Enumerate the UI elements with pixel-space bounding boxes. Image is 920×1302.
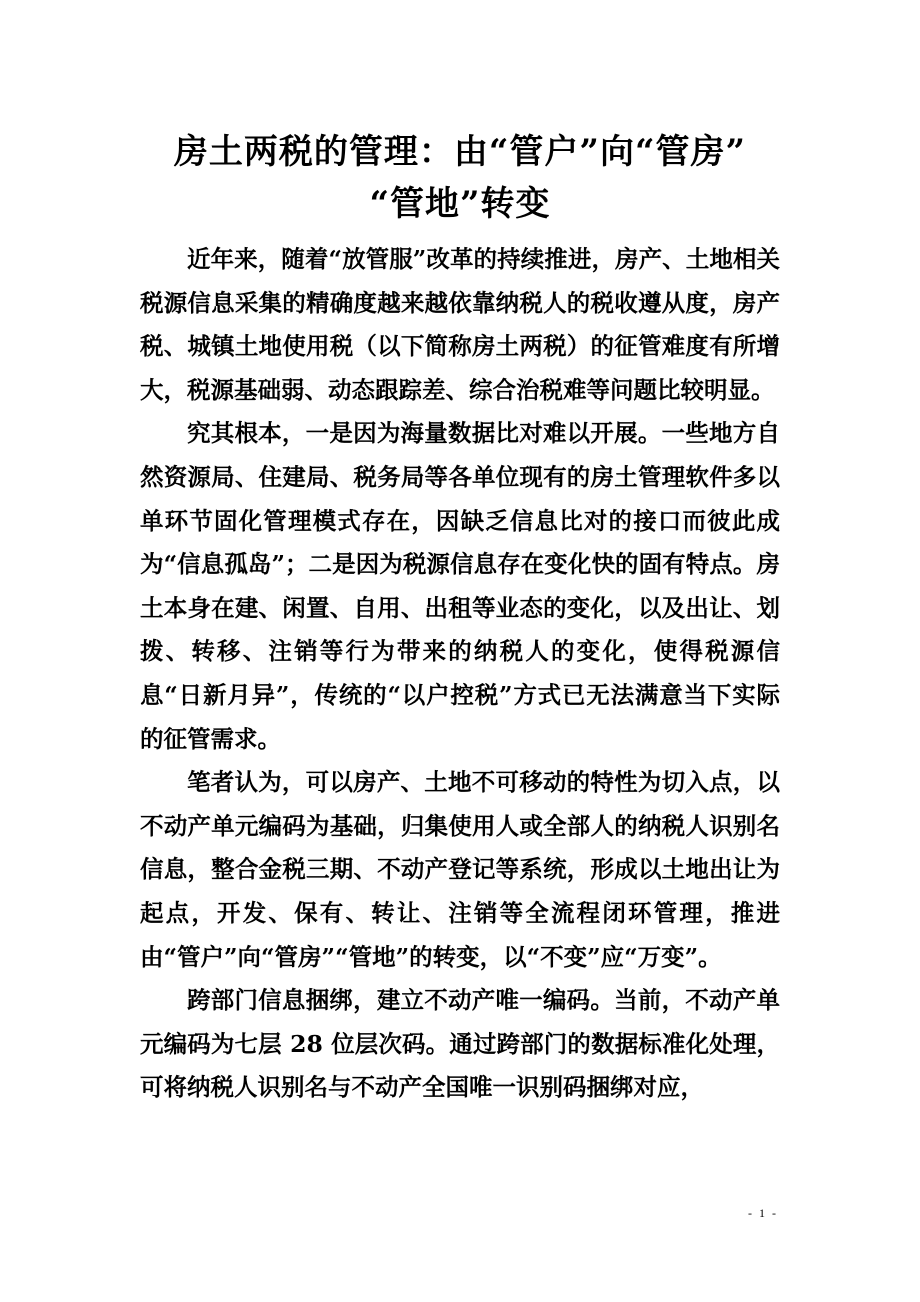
title-line-2: “管地”转变 [369, 184, 551, 224]
paragraph-1: 近年来，随着“放管服”改革的持续推进，房产、土地相关税源信息采集的精确度越来越依靠纳税人的税收遵从度，房产税、城镇土地使用税（以下简称房土两税）的征管难度有所增大，税源基础弱、动态跟踪差、综合治税难等问题比较明显。 [140, 245, 780, 404]
paragraph-2: 究其根本，一是因为海量数据比对难以开展。一些地方自然资源局、住建局、税务局等各单位现有的房土管理软件多以单环节固化管理模式存在，因缺乏信息比对的接口而彼此成为“信息孤岛”；二是因为税源信息存在变化快的固有特点。房土本身在建、闲置、自用、出租等业态的变化，以及出让、划拨、转移、注销等行为带来的纳税人的变化，使得税源信息“日新月异”，传统的“以户控税”方式已无法满意当下实际的征管需求。 [140, 419, 780, 753]
paragraph-3: 笔者认为，可以房产、土地不可移动的特性为切入点，以不动产单元编码为基础，归集使用人或全部人的纳税人识别名信息，整合金税三期、不动产登记等系统，形成以土地出让为起点，开发、保有、转让、注销等全流程闭环管理，推进由“管户”向“管房”“管地”的转变，以“不变”应“万变”。 [140, 768, 780, 971]
paragraph-4: 跨部门信息捆绑，建立不动产唯一编码。当前，不动产单元编码为七层 28 位层次码。通过跨部门的数据标准化处理，可将纳税人识别名与不动产全国唯一识别码捆绑对应， [140, 986, 780, 1102]
document-body [140, 238, 780, 1110]
document-title [120, 126, 800, 230]
title-line-1: 房土两税的管理：由“管户”向“管房” [173, 132, 747, 172]
page-number: - 1 - [748, 1206, 778, 1220]
